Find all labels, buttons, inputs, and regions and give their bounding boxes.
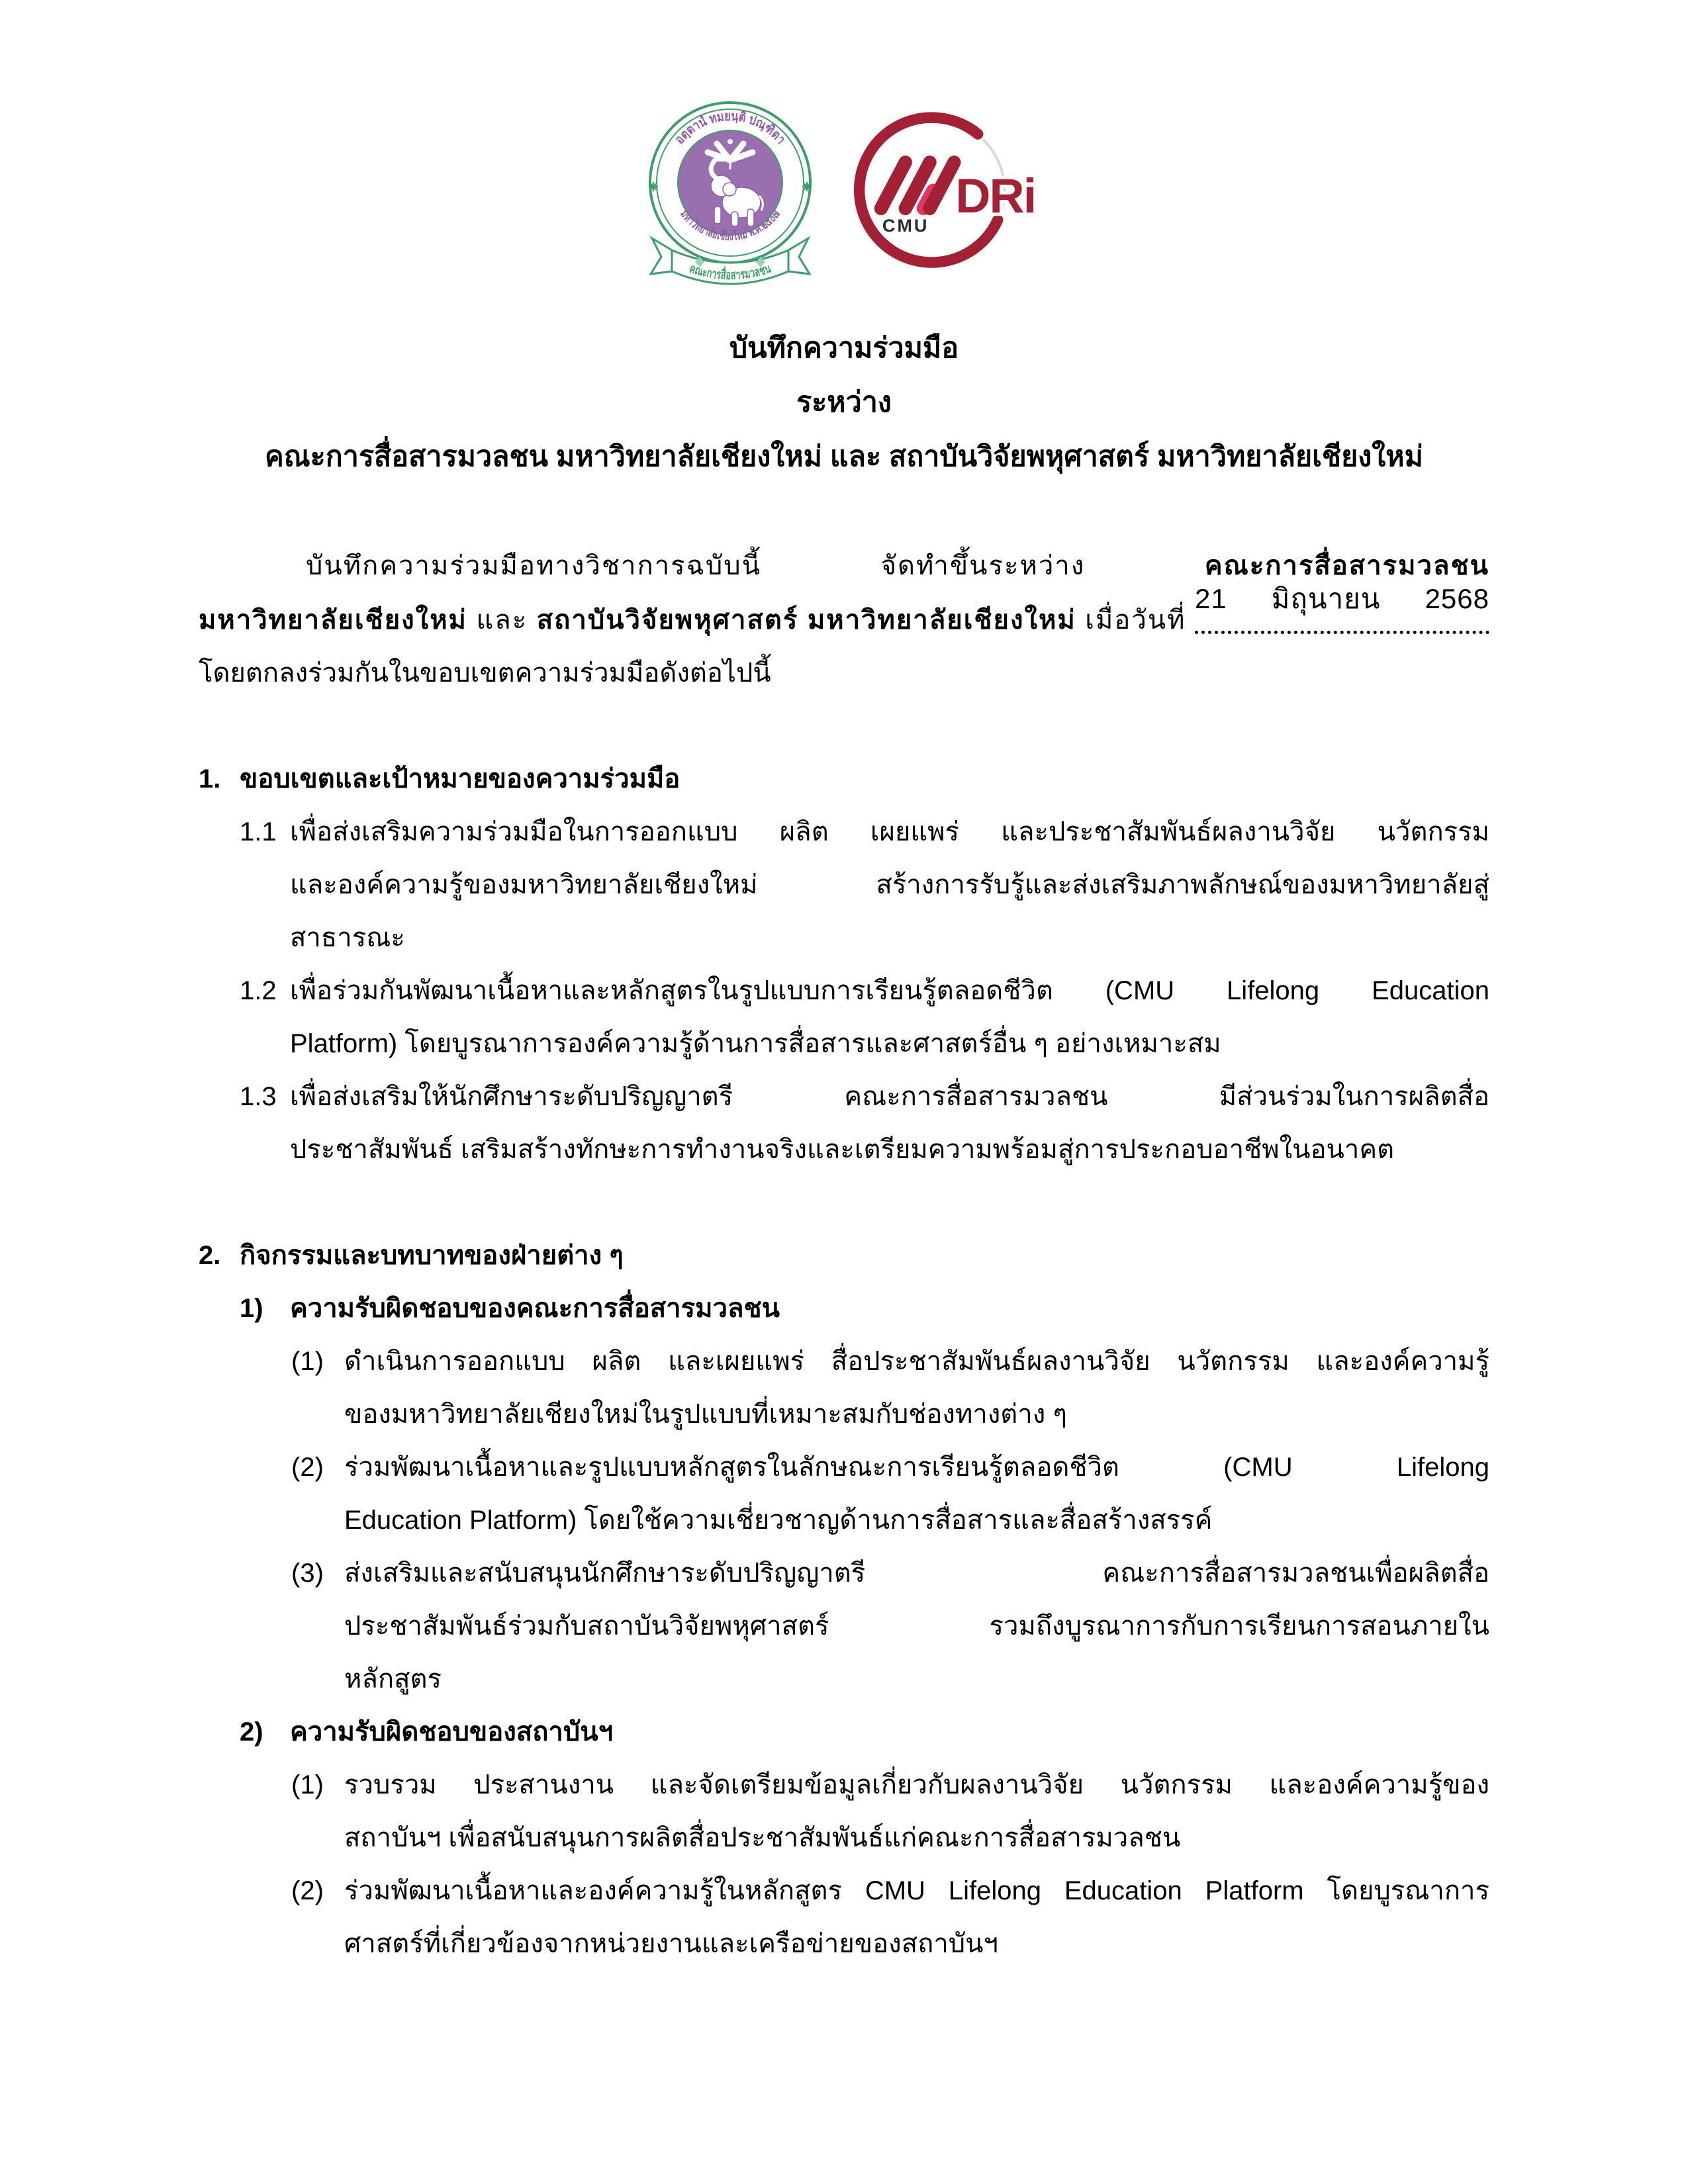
list-item-2-1-1 [291,1335,1489,1441]
item-line: ร่วมพัฒนาเนื้อหาและองค์ความรู้ในหลักสูตร CMU Lifelong Education Platform โดยบูรณาการ [344,1876,1489,1905]
item-line: ส่งเสริมและสนับสนุนนักศึกษาระดับปริญญาตรี คณะการสื่อสารมวลชนเพื่อผลิตสื่อ [344,1559,1489,1588]
subsection-title: ความรับผิดชอบของสถาบันฯ [290,1717,614,1747]
mdri-cmu-text: CMU [882,214,929,236]
item-number: (3) [291,1559,324,1588]
list-item-1-1 [240,805,1489,964]
mdri-icon [839,91,1044,283]
item-line: ประชาสัมพันธ์ เสริมสร้างทักษะการทำงานจริงและเตรียมความพร้อมสู่การประกอบอาชีพในอนาคต [290,1135,1395,1164]
seal-right-flower-icon [803,183,811,191]
doc-title-parties: คณะการสื่อสารมวลชน มหาวิทยาลัยเชียงใหม่ และ สถาบันวิจัยพหุศาสตร์ มหาวิทยาลัยเชียงใหม่ [265,441,1423,473]
item-line: ประชาสัมพันธ์ร่วมกับสถาบันวิจัยพหุศาสตร์ รวมถึงบูรณาการกับการเรียนการสอนภายใน [344,1612,1489,1641]
list-item-1-3 [240,1070,1489,1176]
item-line: Education Platform) โดยใช้ความเชี่ยวชาญด้านการสื่อสารและสื่อสร้างสรรค์ [344,1506,1213,1535]
item-number: 1.2 [240,976,277,1005]
date-value: 21 มิถุนายน 2568 [1195,583,1489,614]
intro-line-3: โดยตกลงร่วมกันในขอบเขตความร่วมมือดังต่อไปนี้ [199,659,771,688]
item-number: (2) [291,1453,324,1482]
item-line: เพื่อส่งเสริมความร่วมมือในการออกแบบ ผลิต เผยแพร่ และประชาสัมพันธ์ผลงานวิจัย นวัตกรรม [290,817,1489,846]
seal-ribbon-text: คณะการสื่อสารมวลชน [687,261,776,283]
list-item-2-2-1 [291,1758,1489,1864]
section-number: 1. [199,764,221,794]
spacer [199,1176,1489,1229]
item-line: สาธารณะ [290,923,405,952]
list-item-1-2 [240,964,1489,1070]
item-line: เพื่อส่งเสริมให้นักศึกษาระดับปริญญาตรี คณะการสื่อสารมวลชน มีส่วนร่วมในการผลิตสื่อ [290,1082,1489,1111]
section-2-heading [199,1229,1489,1282]
intro-line-2 [199,583,1489,647]
party-2-name: สถาบันวิจัยพหุศาสตร์ มหาวิทยาลัยเชียงใหม่ [536,606,1076,635]
subsection-1-heading [240,1282,1489,1335]
subsection-number: 2) [240,1717,263,1747]
header-logos [0,0,1688,304]
item-line: และองค์ความรู้ของมหาวิทยาลัยเชียงใหม่ สร้างการรับรู้และส่งเสริมภาพลักษณ์ของมหาวิทยาลัยสู่ [290,870,1489,899]
seal-icon [644,95,816,300]
item-line: ศาสตร์ที่เกี่ยวข้องจากหน่วยงานและเครือข่ายของสถาบันฯ [344,1929,998,1958]
item-number: (1) [291,1347,324,1376]
seal-university-text: มหาวิทยาลัยเชียงใหม่ พ.ศ.๒๕๐๗ [677,205,784,244]
item-line: หลักสูตร [344,1664,442,1694]
seal-motto-text: อตฺตานํ ทมยนฺติ ปณฺฑิตา [672,109,789,148]
subsection-number: 1) [240,1294,263,1323]
list-item-2-1-2 [291,1441,1489,1547]
item-line: Platform) โดยบูรณาการองค์ความรู้ด้านการสื่อสารและศาสตร์อื่น ๆ อย่างเหมาะสม [290,1029,1221,1058]
item-number: (1) [291,1770,324,1799]
document-title-block [0,321,1688,484]
document-body [199,539,1489,1970]
item-line: รวบรวม ประสานงาน และจัดเตรียมข้อมูลเกี่ยวกับผลงานวิจัย นวัตกรรม และองค์ความรู้ของ [344,1770,1489,1799]
conjunction-text: และ [476,606,528,635]
section-title: กิจกรรมและบทบาทของฝ่ายต่าง ๆ [240,1241,624,1270]
item-line: ร่วมพัฒนาเนื้อหาและรูปแบบหลักสูตรในลักษณะการเรียนรู้ตลอดชีวิต (CMU Lifelong [344,1453,1489,1482]
mdri-m-slashes-icon [881,162,954,208]
item-line: ดำเนินการออกแบบ ผลิต และเผยแพร่ สื่อประชาสัมพันธ์ผลงานวิจัย นวัตกรรม และองค์ความรู้ [344,1347,1489,1376]
item-number: 1.1 [240,817,277,846]
list-item-2-1-3 [291,1547,1489,1706]
subsection-2-heading [240,1706,1489,1758]
item-number: (2) [291,1876,324,1905]
seal-left-flower-icon [649,183,657,191]
item-line: สถาบันฯ เพื่อสนับสนุนการผลิตสื่อประชาสัมพันธ์แก่คณะการสื่อสารมวลชน [344,1823,1181,1852]
date-dotted-line [1195,583,1489,634]
item-line: ของมหาวิทยาลัยเชียงใหม่ในรูปแบบที่เหมาะสมกับช่องทางต่าง ๆ [344,1400,1067,1429]
mdri-wordmark-text: DRi [955,167,1036,223]
intro-text: บันทึกความร่วมมือทางวิชาการฉบับนี้ จัดทำขึ้นระหว่าง [306,551,1086,580]
cmu-masscomm-seal-logo [644,95,816,304]
party-1-name: คณะการสื่อสารมวลชน [1204,551,1489,580]
section-title: ขอบเขตและเป้าหมายของความร่วมมือ [240,764,680,794]
section-number: 2. [199,1241,221,1270]
doc-title: บันทึกความร่วมมือ [729,332,959,364]
subsection-title: ความรับผิดชอบของคณะการสื่อสารมวลชน [290,1294,780,1323]
date-label: เมื่อวันที่ [1085,606,1186,635]
party-1-university: มหาวิทยาลัยเชียงใหม่ [199,606,467,635]
spacer [199,700,1489,752]
list-item-2-2-2 [291,1864,1489,1970]
doc-title-between: ระหว่าง [796,387,892,418]
item-line: เพื่อร่วมกันพัฒนาเนื้อหาและหลักสูตรในรูปแบบการเรียนรู้ตลอดชีวิต (CMU Lifelong Education [290,976,1489,1005]
mdri-cmu-logo [839,91,1044,287]
item-number: 1.3 [240,1082,277,1111]
section-1-heading [199,752,1489,805]
